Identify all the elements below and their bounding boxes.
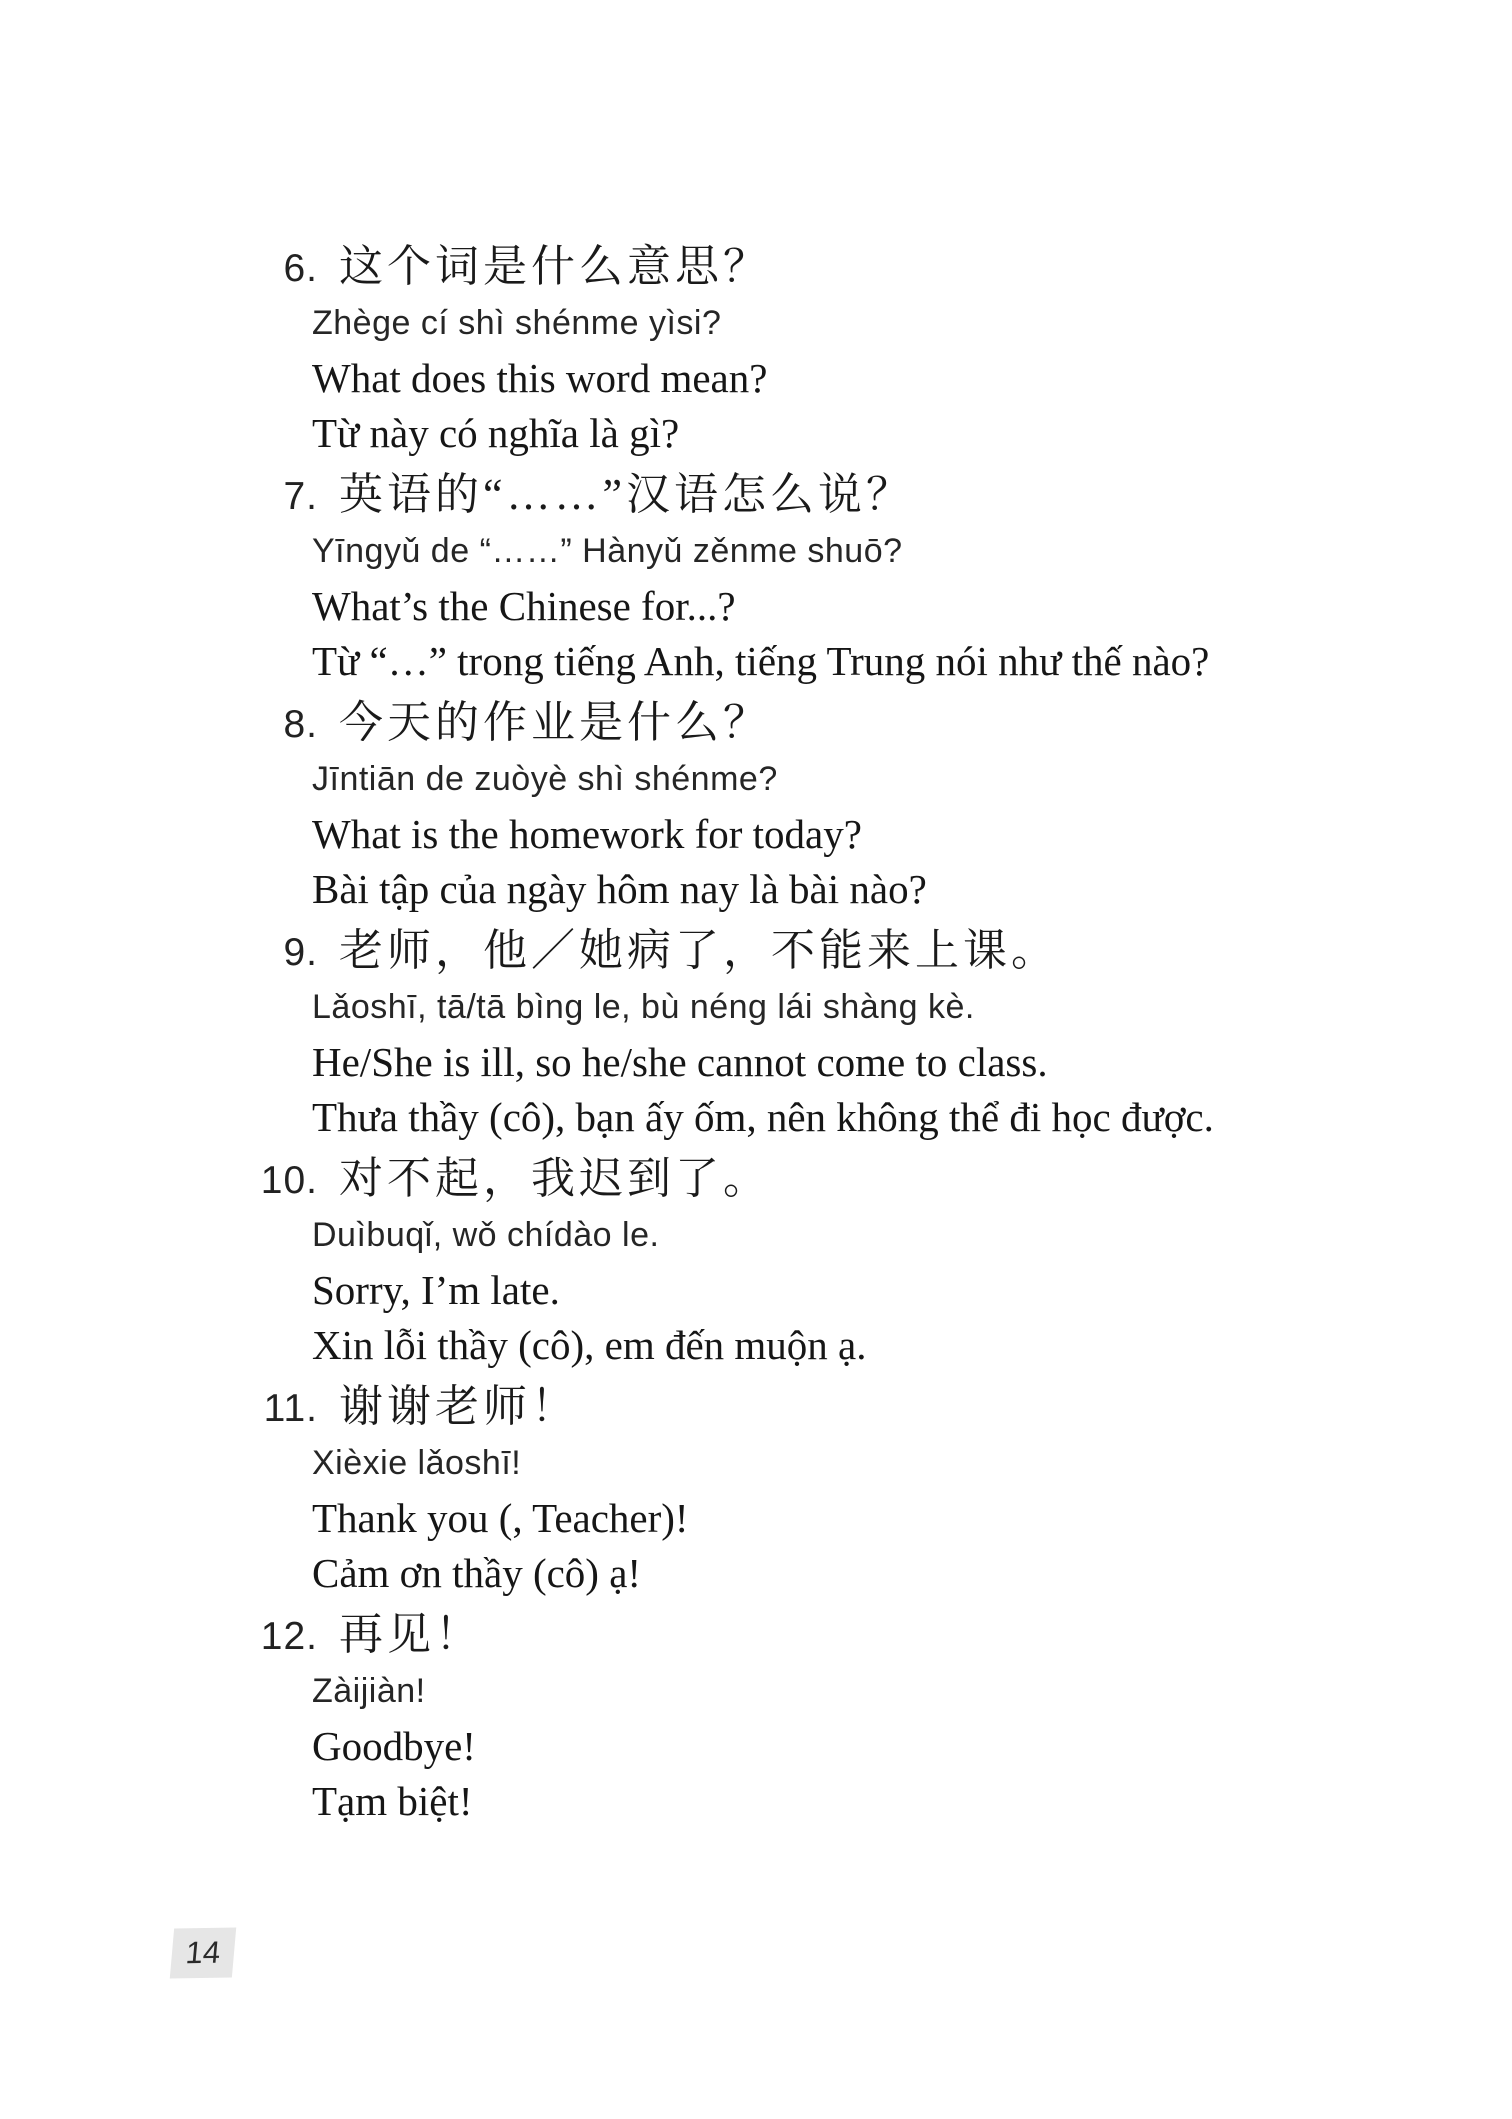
vietnamese-text: Từ “…” trong tiếng Anh, tiếng Trung nói như thế nào? [312,638,1210,684]
phrase-heading [0,238,1512,296]
item-number: 9. [283,931,318,974]
pinyin-text: Zhège cí shì shénme yìsi? [312,304,722,342]
phrase-heading [0,694,1512,752]
english-text: Goodbye! [312,1723,476,1769]
item-number: 11. [263,1387,318,1430]
item-number: 6. [283,247,318,290]
phrase-item [0,1378,1512,1601]
phrase-heading [0,466,1512,524]
pinyin-text: Lǎoshī, tā/tā bìng le, bù néng lái shàng kè. [312,988,975,1026]
item-number: 10. [260,1159,318,1202]
phrase-list [0,238,1512,1834]
phrase-heading [0,1150,1512,1208]
item-number: 12. [260,1615,318,1658]
phrase-item [0,238,1512,461]
vietnamese-text: Xin lỗi thầy (cô), em đến muộn ạ. [312,1322,867,1368]
pinyin-text: Zàijiàn! [312,1672,426,1710]
chinese-text: 谢谢老师！ [339,1382,579,1431]
phrase-item [0,1150,1512,1373]
chinese-text: 今天的作业是什么？ [339,698,771,747]
english-text: What does this word mean? [312,355,768,401]
pinyin-text: Jīntiān de zuòyè shì shénme? [312,760,778,798]
vietnamese-text: Cảm ơn thầy (cô) ạ! [312,1550,642,1596]
phrase-item [0,922,1512,1145]
vietnamese-text: Tạm biệt! [312,1778,473,1824]
chinese-text: 这个词是什么意思？ [339,242,771,291]
english-text: What is the homework for today? [312,811,862,857]
vietnamese-text: Từ này có nghĩa là gì? [312,410,680,456]
vietnamese-text: Bài tập của ngày hôm nay là bài nào? [312,866,927,912]
english-text: Sorry, I’m late. [312,1267,560,1313]
item-number: 8. [283,703,318,746]
english-text: He/She is ill, so he/she cannot come to class. [312,1039,1048,1085]
chinese-text: 再见！ [339,1610,483,1659]
phrase-heading [0,1606,1512,1664]
phrase-item [0,694,1512,917]
vietnamese-text: Thưa thầy (cô), bạn ấy ốm, nên không thể đi học được. [312,1094,1214,1140]
pinyin-text: Xièxie lǎoshī! [312,1444,522,1482]
item-number: 7. [283,475,318,518]
pinyin-text: Duìbuqǐ, wǒ chídào le. [312,1216,660,1254]
phrase-heading [0,922,1512,980]
chinese-text: 英语的“……”汉语怎么说？ [339,470,915,519]
pinyin-text: Yīngyǔ de “……” Hànyǔ zěnme shuō? [312,532,903,570]
phrase-item [0,466,1512,689]
phrase-item [0,1606,1512,1829]
phrase-heading [0,1378,1512,1436]
page-number: 14 [184,1934,222,1971]
english-text: Thank you (, Teacher)! [312,1495,689,1541]
page-number-badge [170,1927,236,1978]
english-text: What’s the Chinese for...? [312,583,736,629]
chinese-text: 对不起，我迟到了。 [339,1154,771,1203]
chinese-text: 老师，他／她病了，不能来上课。 [339,926,1059,975]
